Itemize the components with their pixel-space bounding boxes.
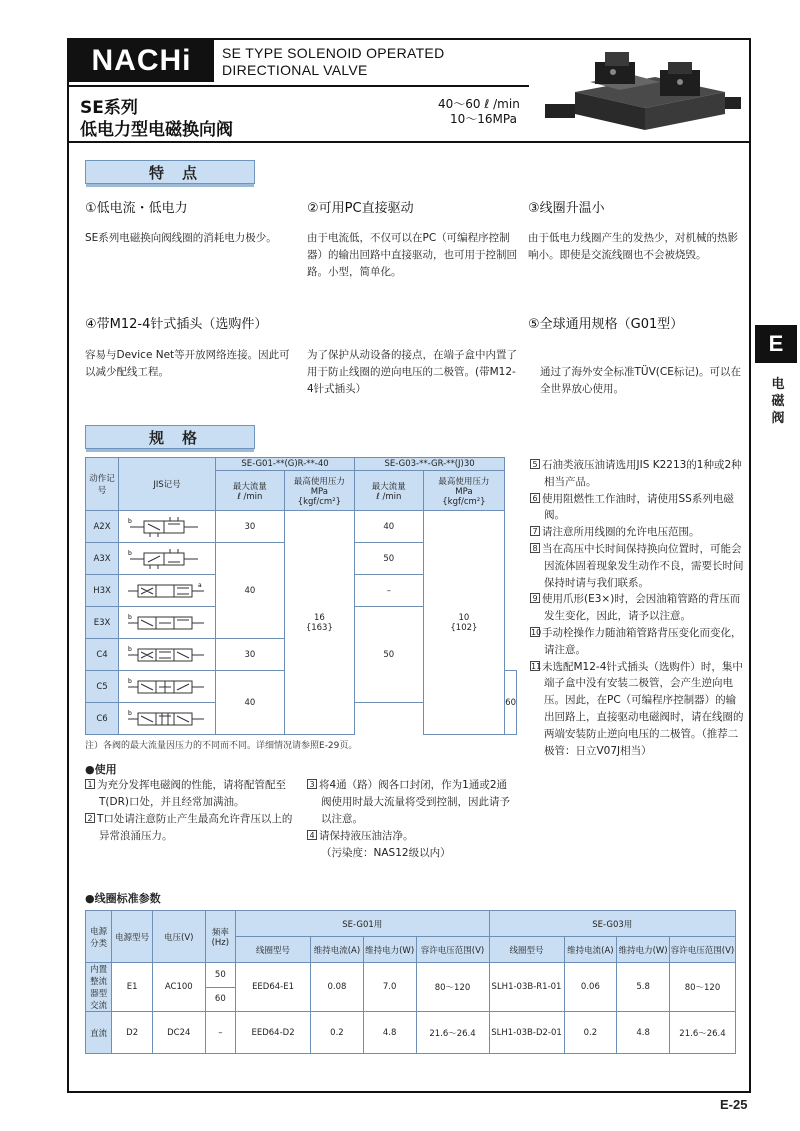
feature-text-4b: 为了保护从动设备的接点，在端子盒中内置了用于防止线圈的逆向电压的二极管。(带M12-4针式插头） — [307, 349, 517, 395]
coil-g01-power-d2: 4.8 — [363, 1012, 416, 1054]
coil-g03-range-e1: 80～120 — [669, 963, 735, 1012]
spec-header-g01: SE-G01-**(G)R-**-40 — [216, 458, 355, 471]
hydraulic-symbol — [119, 511, 216, 543]
spec-g03-flow-a2x: 40 — [354, 511, 423, 543]
coil-g03-range-d2: 21.6～26.4 — [669, 1012, 735, 1054]
coil-g03-model-e1: SLH1-03B-R1-01 — [489, 963, 564, 1012]
coil-model-d2: D2 — [112, 1012, 153, 1054]
spec-header-jis: JIS记号 — [119, 458, 216, 511]
spec-g01-flow-a2x: 30 — [216, 511, 285, 543]
spec-code-c6: C6 — [86, 703, 119, 735]
feature-title-1: ①低电流・低电力 — [85, 201, 188, 216]
coil-g03-model-d2: SLH1-03B-D2-01 — [489, 1012, 564, 1054]
coil-header-power: 维持电力(W) — [363, 937, 416, 963]
feature-text-3: 由于低电力线圈产生的发热少，对机械的热影响小。即使是交流线圈也不会被烧毁。 — [528, 232, 738, 261]
usage-item: 4 请保持液压油洁净。 — [307, 828, 517, 845]
page-number: E-25 — [720, 1097, 748, 1112]
nachi-logo: NACHi — [69, 40, 214, 82]
coil-header-coil-model: 线圈型号 — [236, 937, 311, 963]
spec-header-g03-press: 最高使用压力 MPa {kgf/cm²} — [423, 471, 505, 511]
coil-heading: ●线圈标准参数 — [85, 892, 161, 905]
usage-heading: ●使用 — [85, 763, 117, 776]
feature-text-5: 通过了海外安全标准TÜV(CE标记)。可以在全世界放心使用。 — [540, 366, 741, 395]
coil-freq-dc: – — [205, 1012, 235, 1054]
spec-g03-pressure: 10 {102} — [423, 511, 505, 735]
spec-header-g03-flow: 最大流量 ℓ /min — [354, 471, 423, 511]
hydraulic-symbol — [119, 543, 216, 575]
coil-table — [85, 910, 736, 1054]
cleanliness-note: （污染度：NAS12级以内） — [321, 847, 451, 859]
usage-item: 1 为充分发挥电磁阀的性能，请将配管配至T(DR)口处，并且经常加满油。 — [85, 777, 295, 811]
coil-header-model: 电源型号 — [112, 911, 153, 963]
right-notes — [530, 457, 745, 759]
hydraulic-symbol — [119, 575, 216, 607]
pressure-range: 10～16MPa — [450, 112, 517, 126]
coil-voltage-e1: AC100 — [152, 963, 205, 1012]
coil-g03-power-d2: 4.8 — [617, 1012, 670, 1054]
coil-header-coil-model: 线圈型号 — [489, 937, 564, 963]
note-item: 9 使用爪形(E3×)时，会因油箱管路的背压而发生变化，因此，请予以注意。 — [530, 591, 745, 625]
note-item: 7 请注意所用线圈的允许电压范围。 — [530, 524, 745, 541]
svg-text:b: b — [128, 613, 132, 621]
coil-g01-model-d2: EED64-D2 — [236, 1012, 311, 1054]
coil-freq-60: 60 — [205, 987, 235, 1012]
coil-g01-model-e1: EED64-E1 — [236, 963, 311, 1012]
usage-left — [85, 777, 295, 845]
coil-g03-current-e1: 0.06 — [564, 963, 617, 1012]
spec-g03-flow-a3x: 50 — [354, 543, 423, 575]
title-divider — [69, 141, 749, 143]
series-title: SE系列 — [80, 98, 138, 118]
coil-voltage-d2: DC24 — [152, 1012, 205, 1054]
coil-g01-current-e1: 0.08 — [311, 963, 364, 1012]
feature-title-4: ④带M12-4针式插头（选购件） — [85, 317, 268, 332]
note-item: 8 当在高压中长时间保持换向位置时，可能会因流体固着现象发生动作不良，需要长时间保持时请与我们联系。 — [530, 541, 745, 591]
spec-code-a3x: A3X — [86, 543, 119, 575]
svg-text:b: b — [128, 517, 132, 525]
coil-g01-range-e1: 80～120 — [416, 963, 489, 1012]
coil-model-e1: E1 — [112, 963, 153, 1012]
spec-code-a2x: A2X — [86, 511, 119, 543]
hydraulic-symbol — [119, 703, 216, 735]
coil-g01-power-e1: 7.0 — [363, 963, 416, 1012]
spec-header-g01-flow: 最大流量 ℓ /min — [216, 471, 285, 511]
spec-g01-flow-c5: 40 — [216, 671, 285, 735]
hydraulic-symbol — [119, 607, 216, 639]
svg-text:b: b — [128, 645, 132, 653]
coil-header-current: 维持电流(A) — [564, 937, 617, 963]
features-section-header: 特点 — [85, 160, 255, 184]
coil-freq-50: 50 — [205, 963, 235, 988]
feature-text-2: 由于电流低，不仅可以在PC（可编程序控制器）的输出回路中直接驱动，也可用于控制回路。小型，简单化。 — [307, 232, 517, 278]
coil-ac-label: 内置整流器型交流 — [86, 963, 112, 1012]
spec-code-e3x: E3X — [86, 607, 119, 639]
spec-code-c4: C4 — [86, 639, 119, 671]
spec-g01-flow-h3x: 40 — [216, 543, 285, 639]
usage-middle — [307, 777, 517, 862]
note-item: 10手动栓操作力随油箱管路背压变化而变化，请注意。 — [531, 626, 742, 656]
feature-title-5: ⑤全球通用规格（G01型） — [528, 317, 684, 332]
hydraulic-symbol — [119, 671, 216, 703]
coil-header-voltage: 电压(V) — [152, 911, 205, 963]
svg-text:b: b — [128, 677, 132, 685]
header-divider — [69, 85, 529, 87]
note-item: 11未选配M12-4针式插头（选购件）时，集中端子盒中没有安装二极管，会产生逆向电压。因此，在PC（可编程序控制器）的输出回路上，直接驱动电磁阀时，请在线圈的两端安装防止逆向电压的二极管。（推荐二极管：日立V07J相当） — [531, 660, 744, 757]
english-title: SE TYPE SOLENOID OPERATED DIRECTIONAL VALVE — [222, 45, 445, 78]
spec-g01-flow-c4: 30 — [216, 639, 285, 671]
feature-text-1: SE系列电磁换向阀线圈的消耗电力极少。 — [85, 232, 277, 244]
spec-code-c5: C5 — [86, 671, 119, 703]
svg-text:b: b — [128, 709, 132, 717]
note-item: 5 石油类液压油请选用JIS K2213的1种或2种相当产品。 — [530, 457, 745, 491]
usage-item: 2 T口处请注意防止产生最高允许背压以上的异常浪涌压力。 — [85, 811, 295, 845]
section-tab-e: E — [755, 325, 797, 363]
coil-header-g03: SE-G03用 — [489, 911, 736, 937]
spec-g03-flow-h3x: – — [354, 575, 423, 607]
coil-dc-label: 直流 — [86, 1012, 112, 1054]
spec-g03-flow-c5: 60 — [505, 671, 517, 735]
feature-title-2: ②可用PC直接驱动 — [307, 201, 414, 216]
spec-table — [85, 457, 517, 735]
coil-g03-power-e1: 5.8 — [617, 963, 670, 1012]
coil-g01-current-d2: 0.2 — [311, 1012, 364, 1054]
note-item: 6 使用阻燃性工作油时，请使用SS系列电磁阀。 — [530, 491, 745, 525]
coil-header-power: 维持电力(W) — [617, 937, 670, 963]
spec-header-g03: SE-G03-**-GR-**(J)30 — [354, 458, 504, 471]
spec-g01-pressure: 16 {163} — [284, 511, 354, 735]
coil-header-range: 容许电压范围(V) — [416, 937, 489, 963]
section-tab-label: 电磁阀 — [771, 377, 785, 426]
spec-header-g01-press: 最高使用压力 MPa {kgf/cm²} — [284, 471, 354, 511]
coil-g01-range-d2: 21.6～26.4 — [416, 1012, 489, 1054]
spec-code-h3x: H3X — [86, 575, 119, 607]
specs-section-header: 规格 — [85, 425, 255, 449]
svg-text:b: b — [128, 549, 132, 557]
valve-photo — [535, 42, 747, 138]
feature-title-3: ③线圈升温小 — [528, 201, 605, 216]
coil-header-current: 维持电流(A) — [311, 937, 364, 963]
flow-rate-range: 40～60 ℓ /min — [438, 97, 520, 111]
coil-g03-current-d2: 0.2 — [564, 1012, 617, 1054]
usage-item: 3 将4通（路）阀各口封闭，作为1通或2通阀使用时最大流量将受到控制，因此请予以注意。 — [307, 777, 517, 828]
coil-header-range: 容许电压范围(V) — [669, 937, 735, 963]
coil-header-source: 电源分类 — [86, 911, 112, 963]
spec-header-action: 动作记号 — [86, 458, 119, 511]
spec-note: 注）各阀的最大流量因压力的不同而不同。详细情况请参照E-29页。 — [85, 741, 358, 751]
hydraulic-symbol — [119, 639, 216, 671]
product-title: 低电力型电磁换向阀 — [80, 120, 233, 140]
svg-text:a: a — [198, 581, 202, 589]
coil-header-freq: 频率(Hz) — [205, 911, 235, 963]
spec-g03-flow-e3x: 50 — [354, 607, 423, 703]
coil-header-g01: SE-G01用 — [236, 911, 489, 937]
feature-text-4: 容易与Device Net等开放网络连接。因此可以减少配线工程。 — [85, 349, 290, 378]
